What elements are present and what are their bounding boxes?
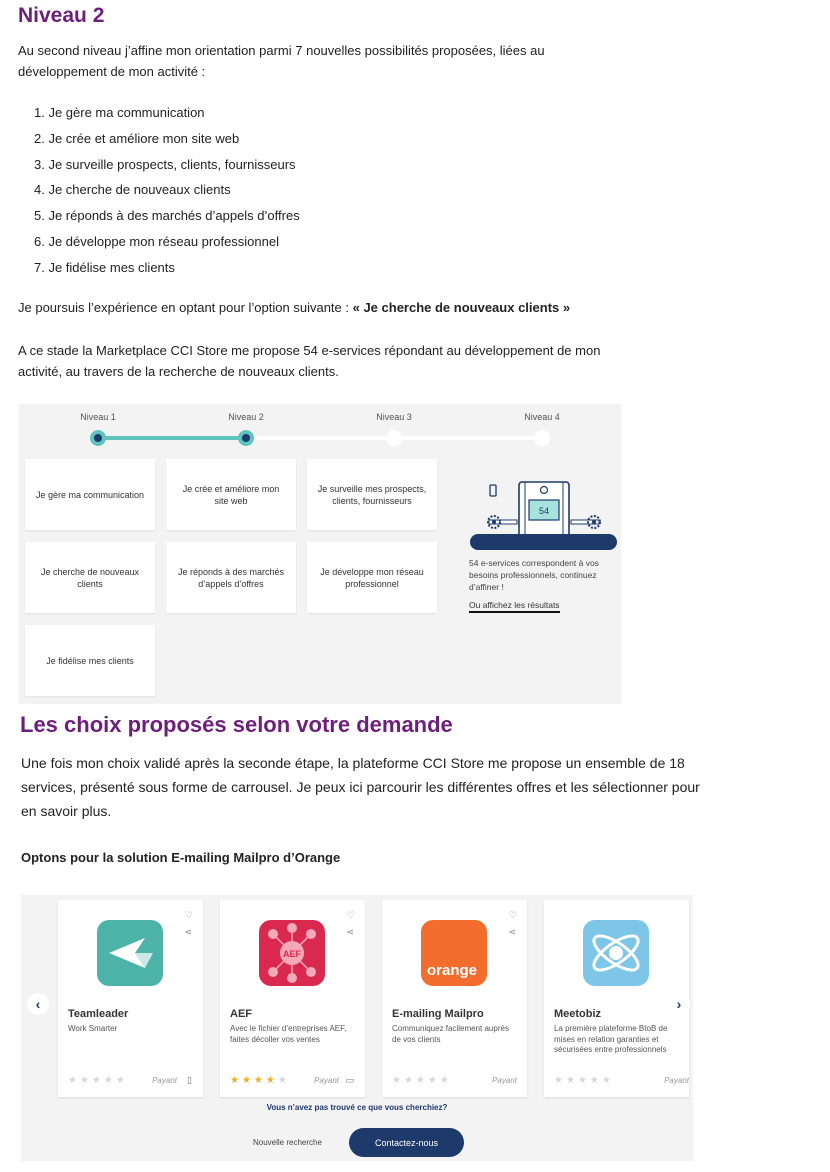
option-choice-bold: « Je cherche de nouveaux clients »	[352, 300, 571, 315]
list-item: 7. Je fidélise mes clients	[34, 259, 175, 275]
chevron-right-icon: ›	[676, 996, 682, 1012]
share-icon[interactable]: ⋖	[508, 927, 516, 937]
heart-icon[interactable]: ♡	[508, 910, 517, 920]
choice-card[interactable]: Je développe mon réseau professionnel	[307, 542, 437, 613]
option-choice-prefix: Je poursuis l’expérience en optant pour l’option suivante :	[18, 300, 353, 315]
choice-card[interactable]: Je gère ma communication	[25, 459, 155, 530]
level-panel	[19, 404, 621, 704]
service-desc: Avec le fichier d’entreprises AEF, faites décoller vos ventes	[230, 1024, 347, 1044]
choice-card[interactable]: Je crée et améliore mon site web	[166, 459, 296, 530]
aef-logo-icon	[259, 920, 325, 986]
price-label: Payant	[664, 1076, 689, 1085]
level-dot-2[interactable]	[238, 430, 254, 446]
price-label: Payant	[314, 1076, 339, 1085]
heart-icon[interactable]: ♡	[346, 910, 355, 920]
service-name: E-mailing Mailpro	[392, 1008, 484, 1020]
list-item: 5. Je réponds à des marchés d’appels d’offres	[34, 208, 300, 224]
services-carousel	[21, 895, 693, 1161]
service-desc: Communiquez facilement auprès de vos clients	[392, 1024, 509, 1044]
share-icon[interactable]: ⋖	[184, 927, 192, 937]
service-name: Teamleader	[68, 1008, 129, 1020]
service-desc: La première plateforme BtoB de mises en relation garanties et sécurisées entre professionnels	[554, 1024, 668, 1054]
meetobiz-logo-icon	[583, 920, 649, 986]
list-item: 2. Je crée et améliore mon site web	[34, 130, 240, 146]
result-text: 54 e-services correspondent à vos besoins professionnels, continuez d’affiner !	[469, 558, 599, 592]
service-desc: Work Smarter	[68, 1024, 118, 1033]
list-item: 6. Je développe mon réseau professionnel	[34, 233, 279, 249]
orange-logo-icon	[421, 920, 487, 986]
carousel-prev-button[interactable]	[27, 993, 49, 1015]
count-display: 54	[538, 506, 550, 516]
list-item: 4. Je cherche de nouveaux clients	[34, 182, 231, 198]
choix-paragraph: Une fois mon choix validé après la seconde étape, la plateforme CCI Store me propose un ensemble de 18 services, présenté sous forme de carrousel. Je peux ici parcourir les différentes offres et les sélectionner pour en savoir plus.	[21, 755, 700, 819]
stage-paragraph: A ce stade la Marketplace CCI Store me propose 54 e-services répondant au développement de mon activité, au travers de la recherche de nouveaux clients.	[18, 343, 601, 379]
share-icon[interactable]: ⋖	[346, 927, 354, 937]
service-card[interactable]	[544, 900, 689, 1097]
aef-logo-text: AEF	[283, 949, 301, 959]
choice-card[interactable]: Je cherche de nouveaux clients	[25, 542, 155, 613]
optons-paragraph: Optons pour la solution E-mailing Mailpro d’Orange	[21, 850, 341, 865]
teamleader-logo-icon	[97, 920, 163, 986]
niveau-title: Niveau 2	[18, 4, 105, 27]
choix-title: Les choix proposés selon votre demande	[20, 712, 453, 737]
list-item: 1. Je gère ma communication	[34, 105, 205, 120]
level-dot-4[interactable]	[534, 430, 550, 446]
choice-card[interactable]: Je surveille mes prospects, clients, fournisseurs	[307, 459, 437, 530]
price-label: Payant	[492, 1076, 517, 1085]
level-label-1: Niveau 1	[80, 412, 116, 422]
heart-icon[interactable]: ♡	[184, 910, 193, 920]
orange-logo-text: orange	[426, 962, 478, 979]
option-choice-paragraph	[18, 298, 570, 318]
progress-fill	[98, 436, 246, 440]
level-dot-3[interactable]	[386, 430, 402, 446]
choice-card[interactable]: Je réponds à des marchés d’appels d’offres	[166, 542, 296, 613]
rating-stars: ★★★★★	[68, 1075, 128, 1086]
contact-button[interactable]: Contactez-nous	[349, 1128, 464, 1157]
new-search-link[interactable]: Nouvelle recherche	[253, 1138, 322, 1147]
carousel-next-button[interactable]	[668, 993, 690, 1015]
level-label-3: Niveau 3	[376, 412, 412, 422]
rating-stars: ★★★★★	[392, 1075, 452, 1086]
show-results-link[interactable]: Ou affichez les résultats	[469, 600, 560, 613]
rating-stars: ★★★★★	[554, 1075, 614, 1086]
service-card[interactable]	[58, 900, 203, 1097]
choice-card[interactable]: Je fidélise mes clients	[25, 625, 155, 696]
level-label-4: Niveau 4	[524, 412, 560, 422]
not-found-text: Vous n’avez pas trouvé ce que vous cherchiez?	[266, 1103, 448, 1112]
service-name: AEF	[230, 1008, 252, 1020]
desktop-icon: ▭	[345, 1075, 354, 1085]
conveyor-machine-icon	[469, 478, 619, 558]
chevron-left-icon: ‹	[35, 996, 41, 1012]
service-card[interactable]	[220, 900, 365, 1097]
rating-stars: ★★★★★	[230, 1075, 290, 1086]
service-name: Meetobiz	[554, 1008, 602, 1020]
mobile-icon: ▯	[187, 1075, 192, 1085]
level-dot-1[interactable]	[90, 430, 106, 446]
options-list	[34, 103, 300, 284]
level-label-2: Niveau 2	[228, 412, 264, 422]
price-label: Payant	[152, 1076, 177, 1085]
list-item: 3. Je surveille prospects, clients, fournisseurs	[34, 156, 296, 172]
service-card[interactable]	[382, 900, 527, 1097]
intro-paragraph: Au second niveau j’affine mon orientation parmi 7 nouvelles possibilités proposées, liées au développement de mon activité :	[18, 43, 545, 79]
